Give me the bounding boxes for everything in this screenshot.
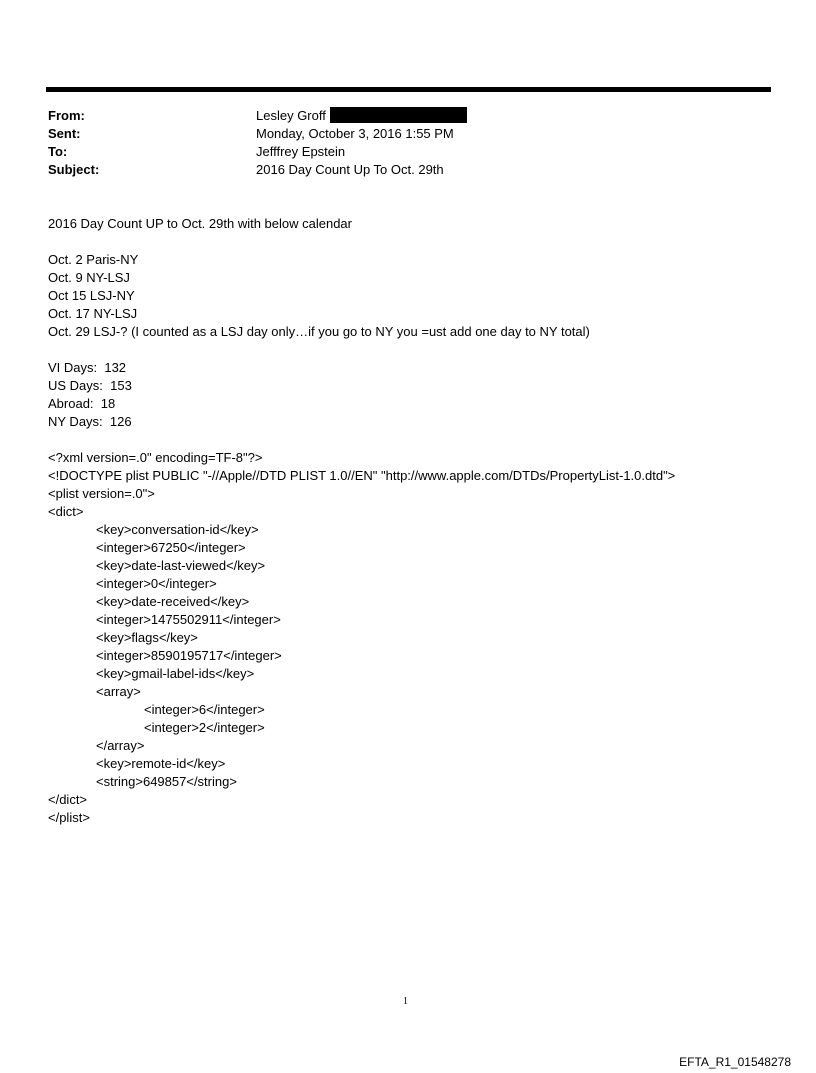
count-line: Abroad: 18	[48, 396, 116, 411]
xml-line: <integer>67250</integer>	[96, 540, 246, 555]
calendar-line: Oct. 29 LSJ-? (I counted as a LSJ day only…if you go to NY you =ust add one day to NY total)	[48, 324, 590, 339]
page-number: 1	[403, 996, 408, 1007]
sent-label: Sent:	[48, 126, 81, 141]
count-line: US Days: 153	[48, 378, 132, 393]
redaction-bar	[330, 107, 467, 123]
calendar-line: Oct. 9 NY-LSJ	[48, 270, 130, 285]
xml-line: <integer>8590195717</integer>	[96, 648, 282, 663]
to-value: Jefffrey Epstein	[256, 144, 346, 159]
from-value	[256, 107, 467, 125]
count-line: NY Days: 126	[48, 414, 132, 429]
xml-line: <key>date-last-viewed</key>	[96, 558, 266, 573]
calendar-line: Oct. 17 NY-LSJ	[48, 306, 138, 321]
subject-label: Subject:	[48, 162, 100, 177]
to-label: To:	[48, 144, 68, 159]
xml-line: <dict>	[48, 504, 84, 519]
xml-line: <key>gmail-label-ids</key>	[96, 666, 255, 681]
xml-line: </dict>	[48, 792, 88, 807]
calendar-line: Oct 15 LSJ-NY	[48, 288, 135, 303]
calendar-line: Oct. 2 Paris-NY	[48, 252, 139, 267]
bates-number: EFTA_R1_01548278	[679, 1055, 791, 1069]
xml-line: </plist>	[48, 810, 90, 825]
sent-value: Monday, October 3, 2016 1:55 PM	[256, 126, 454, 141]
xml-line: <integer>2</integer>	[144, 720, 265, 735]
header-rule	[46, 87, 771, 92]
xml-line: <array>	[96, 684, 141, 699]
xml-line: <key>flags</key>	[96, 630, 198, 645]
xml-line: <?xml version=.0" encoding=TF-8"?>	[48, 450, 263, 465]
email-body	[48, 215, 788, 827]
xml-line: <plist version=.0">	[48, 486, 155, 501]
xml-line: <key>date-received</key>	[96, 594, 250, 609]
count-line: VI Days: 132	[48, 360, 127, 375]
sender-name: Lesley Groff	[256, 108, 326, 123]
subject-value: 2016 Day Count Up To Oct. 29th	[256, 162, 444, 177]
xml-line: <string>649857</string>	[96, 774, 237, 789]
xml-line: </array>	[96, 738, 145, 753]
xml-line: <integer>6</integer>	[144, 702, 265, 717]
xml-line: <key>remote-id</key>	[96, 756, 226, 771]
xml-line: <key>conversation-id</key>	[96, 522, 259, 537]
intro-line: 2016 Day Count UP to Oct. 29th with below calendar	[48, 216, 352, 231]
xml-line: <!DOCTYPE plist PUBLIC "-//Apple//DTD PLIST 1.0//EN" "http://www.apple.com/DTDs/PropertyList-1.0.dtd">	[48, 468, 676, 483]
xml-line: <integer>1475502911</integer>	[96, 612, 281, 627]
from-label: From:	[48, 108, 85, 123]
xml-line: <integer>0</integer>	[96, 576, 217, 591]
